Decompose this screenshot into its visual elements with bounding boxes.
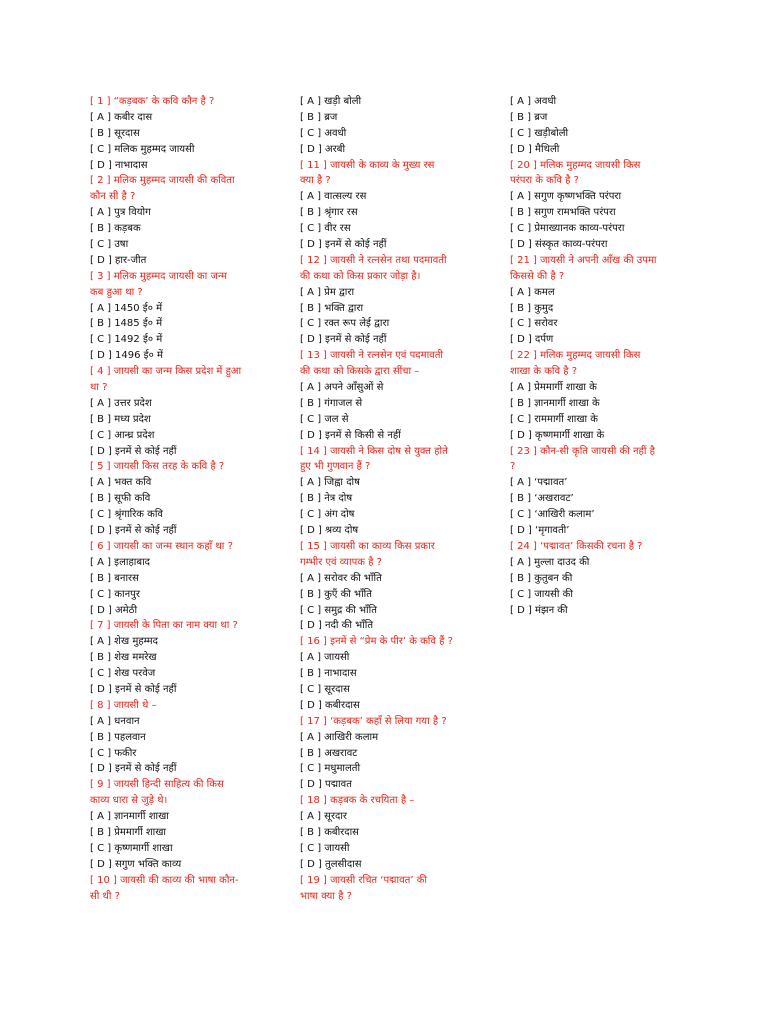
answer-option: [ D ] सगुण भक्ति काव्य	[90, 858, 182, 870]
question-text: [ 6 ] जायसी का जन्म स्थान कहाँ था ?	[90, 540, 233, 552]
question-text: [ 7 ] जायसी के पिता का नाम क्या था ?	[90, 620, 238, 632]
answer-option: [ C ] जायसी	[300, 842, 350, 854]
question-text: [ 9 ] जायसी हिन्दी साहित्य की किस	[90, 779, 224, 791]
answer-option: [ C ] वीर रस	[300, 223, 351, 235]
answer-option: [ B ] ‘अखरावट’	[510, 493, 574, 505]
answer-option: [ D ] नाभादास	[90, 159, 148, 171]
question-text: परंपरा के कवि है ?	[510, 175, 579, 187]
answer-option: [ B ] नेत्र दोष	[300, 493, 353, 505]
answer-option: [ C ] जायसी की	[510, 588, 573, 600]
answer-option: [ A ] ज्ञानमार्गी शाखा	[90, 811, 169, 823]
answer-option: [ C ] ‘आखिरी कलाम’	[510, 509, 595, 521]
answer-option: [ B ] ज्ञानमार्गी शाखा के	[510, 397, 600, 409]
question-text: [ 19 ] जायसी रचित ‘पद्मावत’ की	[300, 874, 427, 886]
answer-option: [ A ] प्रेममार्गी शाखा के	[510, 382, 597, 394]
answer-option: [ A ] मुल्ला दाउद की	[510, 556, 590, 568]
answer-option: [ B ] कुमुद	[510, 302, 554, 314]
answer-option: [ A ] अपने आँसुओं से	[300, 382, 384, 394]
question-text: [ 16 ] इनमें से “प्रेम के पीर’ के कवि हैं ?	[300, 636, 453, 648]
answer-option: [ C ] सरोवर	[510, 318, 558, 330]
answer-option: [ D ] इनमें से किसी से नहीं	[300, 429, 401, 441]
question-text: [ 18 ] कड़बक के रचयिता है –	[300, 795, 415, 807]
answer-option: [ A ] धनवान	[90, 715, 140, 727]
answer-option: [ A ] खड़ी बोली	[300, 96, 362, 107]
answer-option: [ B ] शेख ममरेख	[90, 652, 157, 664]
quiz-column-2	[300, 94, 480, 904]
question-text: ?	[510, 461, 516, 473]
answer-option: [ C ] समुद्र की भाँति	[300, 604, 377, 616]
answer-option: [ A ] पुत्र वियोग	[90, 207, 151, 219]
answer-option: [ C ] शेख परवेज	[90, 668, 156, 680]
answer-option: [ B ] ब्रज	[510, 111, 548, 123]
answer-option: [ C ] उषा	[90, 239, 129, 251]
answer-option: [ A ] जिह्वा दोष	[300, 477, 360, 489]
question-text: [ 15 ] जायसी का काव्य किस प्रकार	[300, 540, 435, 552]
question-text: [ 14 ] जायसी ने किस दोष से युक्त होते	[300, 445, 448, 457]
answer-option: [ B ] सगुण रामभक्ति परंपरा	[510, 207, 616, 219]
answer-option: [ C ] सूरदास	[300, 683, 350, 695]
answer-option: [ C ] श्रृंगारिक कवि	[90, 509, 163, 521]
question-text: [ 4 ] जायसी का जन्म किस प्रदेश में हुआ	[90, 366, 242, 378]
question-text: [ 10 ] जायसी की काव्य की भाषा कौन-	[90, 874, 239, 886]
answer-option: [ B ] कड़बक	[90, 223, 141, 235]
answer-option: [ C ] अवधी	[300, 127, 347, 139]
answer-option: [ D ] हार-जीत	[90, 254, 147, 266]
answer-option: [ B ] गंगाजल से	[300, 397, 363, 409]
answer-option: [ A ] वात्सल्य रस	[300, 191, 367, 203]
answer-option: [ C ] रक्त रूप लेई द्वारा	[300, 318, 390, 330]
answer-option: [ A ] शेख मुहम्मद	[90, 636, 158, 648]
question-text: [ 17 ] ‘कड़बक’ कहाँ से लिया गया है ?	[300, 715, 447, 727]
answer-option: [ A ] प्रेम द्वारा	[300, 286, 355, 298]
answer-option: [ D ] तुलसीदास	[300, 858, 362, 870]
answer-option: [ C ] मलिक मुहम्मद जायसी	[90, 143, 195, 155]
answer-option: [ A ] सूरदार	[300, 811, 348, 823]
answer-option: [ B ] ब्रज	[300, 111, 338, 123]
question-text: शाखा के कवि है ?	[510, 366, 578, 378]
question-text: की कथा को किसके द्वारा सींचा –	[300, 366, 420, 378]
question-text: हुए भी गुणवान हैं ?	[300, 461, 371, 473]
answer-option: [ A ] आखिरी कलाम	[300, 731, 379, 743]
answer-option: [ B ] कबीरदास	[300, 826, 359, 838]
answer-option: [ B ] नाभादास	[300, 668, 357, 680]
answer-option: [ A ] 1450 ई० में	[90, 302, 163, 314]
question-text: [ 3 ] मलिक मुहम्मद जायसी का जन्म	[90, 270, 228, 282]
answer-option: [ B ] श्रृंगार रस	[300, 207, 358, 219]
answer-option: [ B ] 1485 ई० में	[90, 318, 163, 330]
question-text: [ 12 ] जायसी ने रत्नसेन तथा पदमावती	[300, 254, 447, 266]
answer-option: [ D ] मंझन की	[510, 604, 568, 616]
question-text: [ 22 ] मलिक मुहम्मद जायसी किस	[510, 350, 641, 362]
answer-option: [ A ] सगुण कृष्णभक्ति परंपरा	[510, 191, 622, 203]
answer-option: [ D ] मैथिली	[510, 143, 560, 155]
answer-option: [ D ] श्रव्य दोष	[300, 525, 359, 537]
answer-option: [ D ] दर्पण	[510, 334, 554, 346]
answer-option: [ D ] इनमें से कोई नहीं	[300, 239, 387, 251]
question-text: [ 11 ] जायसी के काव्य के मुख्य रस	[300, 159, 435, 171]
answer-option: [ C ] फकीर	[90, 747, 137, 759]
answer-option: [ A ] अवधी	[510, 96, 557, 107]
question-text: [ 1 ] “कड़बक’ के कवि कौन है ?	[90, 96, 215, 107]
answer-option: [ C ] खड़ीबोली	[510, 127, 569, 139]
question-text: सी थी ?	[90, 890, 120, 902]
answer-option: [ A ] भक्त कवि	[90, 477, 152, 489]
answer-option: [ C ] प्रेमाख्यानक काव्य-परंपरा	[510, 223, 625, 235]
answer-option: [ A ] कमल	[510, 286, 555, 298]
question-text: [ 24 ] ‘पद्मावत’ किसकी रचना है ?	[510, 540, 643, 552]
answer-option: [ D ] अमेठी	[90, 604, 138, 616]
question-text: कब हुआ था ?	[90, 286, 143, 298]
answer-option: [ D ] इनमें से कोई नहीं	[300, 334, 387, 346]
question-text: [ 5 ] जायसी किस तरह के कवि है ?	[90, 461, 225, 473]
answer-option: [ B ] सूरदास	[90, 127, 140, 139]
answer-option: [ C ] आन्ध्र प्रदेश	[90, 429, 155, 441]
answer-option: [ D ] नदी की भाँति	[300, 620, 374, 632]
answer-option: [ A ] ‘पद्मावत’	[510, 477, 568, 489]
question-text: काव्य धारा से जुड़े थे।	[90, 795, 168, 807]
question-text: क्या है ?	[300, 175, 331, 187]
answer-option: [ C ] कृष्णमार्गी शाखा	[90, 842, 173, 854]
answer-option: [ B ] कुएँ की भाँति	[300, 588, 372, 600]
question-text: था ?	[90, 382, 108, 394]
quiz-column-3	[510, 94, 685, 618]
answer-option: [ D ] पद्मावत	[300, 779, 352, 791]
question-text: [ 13 ] जायसी ने रत्नसेन एवं पदमावती	[300, 350, 444, 362]
question-text: कौन सी है ?	[90, 191, 136, 203]
question-text: किससे की है ?	[510, 270, 565, 282]
answer-option: [ A ] उत्तर प्रदेश	[90, 397, 152, 409]
answer-option: [ C ] मधुमालती	[300, 763, 361, 775]
answer-option: [ D ] अरबी	[300, 143, 346, 155]
answer-option: [ B ] कुतुबन की	[510, 572, 573, 584]
question-text: भाषा क्या है ?	[300, 890, 352, 902]
answer-option: [ C ] राममार्गी शाखा के	[510, 413, 598, 425]
answer-option: [ A ] इलाहाबाद	[90, 556, 150, 568]
answer-option: [ D ] कृष्णमार्गी शाखा के	[510, 429, 605, 441]
answer-option: [ B ] सूफी कवि	[90, 493, 151, 505]
question-text: गम्भीर एवं व्यापक है ?	[300, 556, 382, 568]
answer-option: [ C ] जल से	[300, 413, 349, 425]
answer-option: [ A ] सरोवर की भाँति	[300, 572, 382, 584]
question-text: [ 21 ] जायसी ने अपनी आँख की उपमा	[510, 254, 657, 266]
answer-option: [ B ] अखरावट	[300, 747, 358, 759]
answer-option: [ A ] कबीर दास	[90, 111, 153, 123]
answer-option: [ D ] कबीरदास	[300, 699, 360, 711]
quiz-column-1	[90, 94, 270, 904]
answer-option: [ B ] प्रेममार्गी शाखा	[90, 826, 166, 838]
question-text: [ 8 ] जायसी थे –	[90, 699, 157, 711]
question-text: की कथा को किस प्रकार जोड़ा है।	[300, 270, 421, 282]
answer-option: [ A ] जायसी	[300, 652, 350, 664]
answer-option: [ C ] 1492 ई० में	[90, 334, 163, 346]
answer-option: [ D ] ‘मृगावती’	[510, 525, 570, 537]
answer-option: [ D ] इनमें से कोई नहीं	[90, 525, 177, 537]
answer-option: [ D ] इनमें से कोई नहीं	[90, 763, 177, 775]
answer-option: [ B ] मध्य प्रदेश	[90, 413, 151, 425]
answer-option: [ D ] संस्कृत काव्य-परंपरा	[510, 239, 608, 251]
answer-option: [ B ] बनारस	[90, 572, 139, 584]
answer-option: [ D ] 1496 ई० में	[90, 350, 163, 362]
answer-option: [ B ] पहलवान	[90, 731, 146, 743]
question-text: [ 2 ] मलिक मुहम्मद जायसी की कविता	[90, 175, 235, 187]
question-text: [ 23 ] कौन-सी कृति जायसी की नहीं है	[510, 445, 655, 457]
answer-option: [ D ] इनमें से कोई नहीं	[90, 683, 177, 695]
answer-option: [ D ] इनमें से कोई नहीं	[90, 445, 177, 457]
answer-option: [ B ] भक्ति द्वारा	[300, 302, 364, 314]
answer-option: [ C ] कानपुर	[90, 588, 140, 600]
answer-option: [ C ] अंग दोष	[300, 509, 355, 521]
question-text: [ 20 ] मलिक मुहम्मद जायसी किस	[510, 159, 641, 171]
